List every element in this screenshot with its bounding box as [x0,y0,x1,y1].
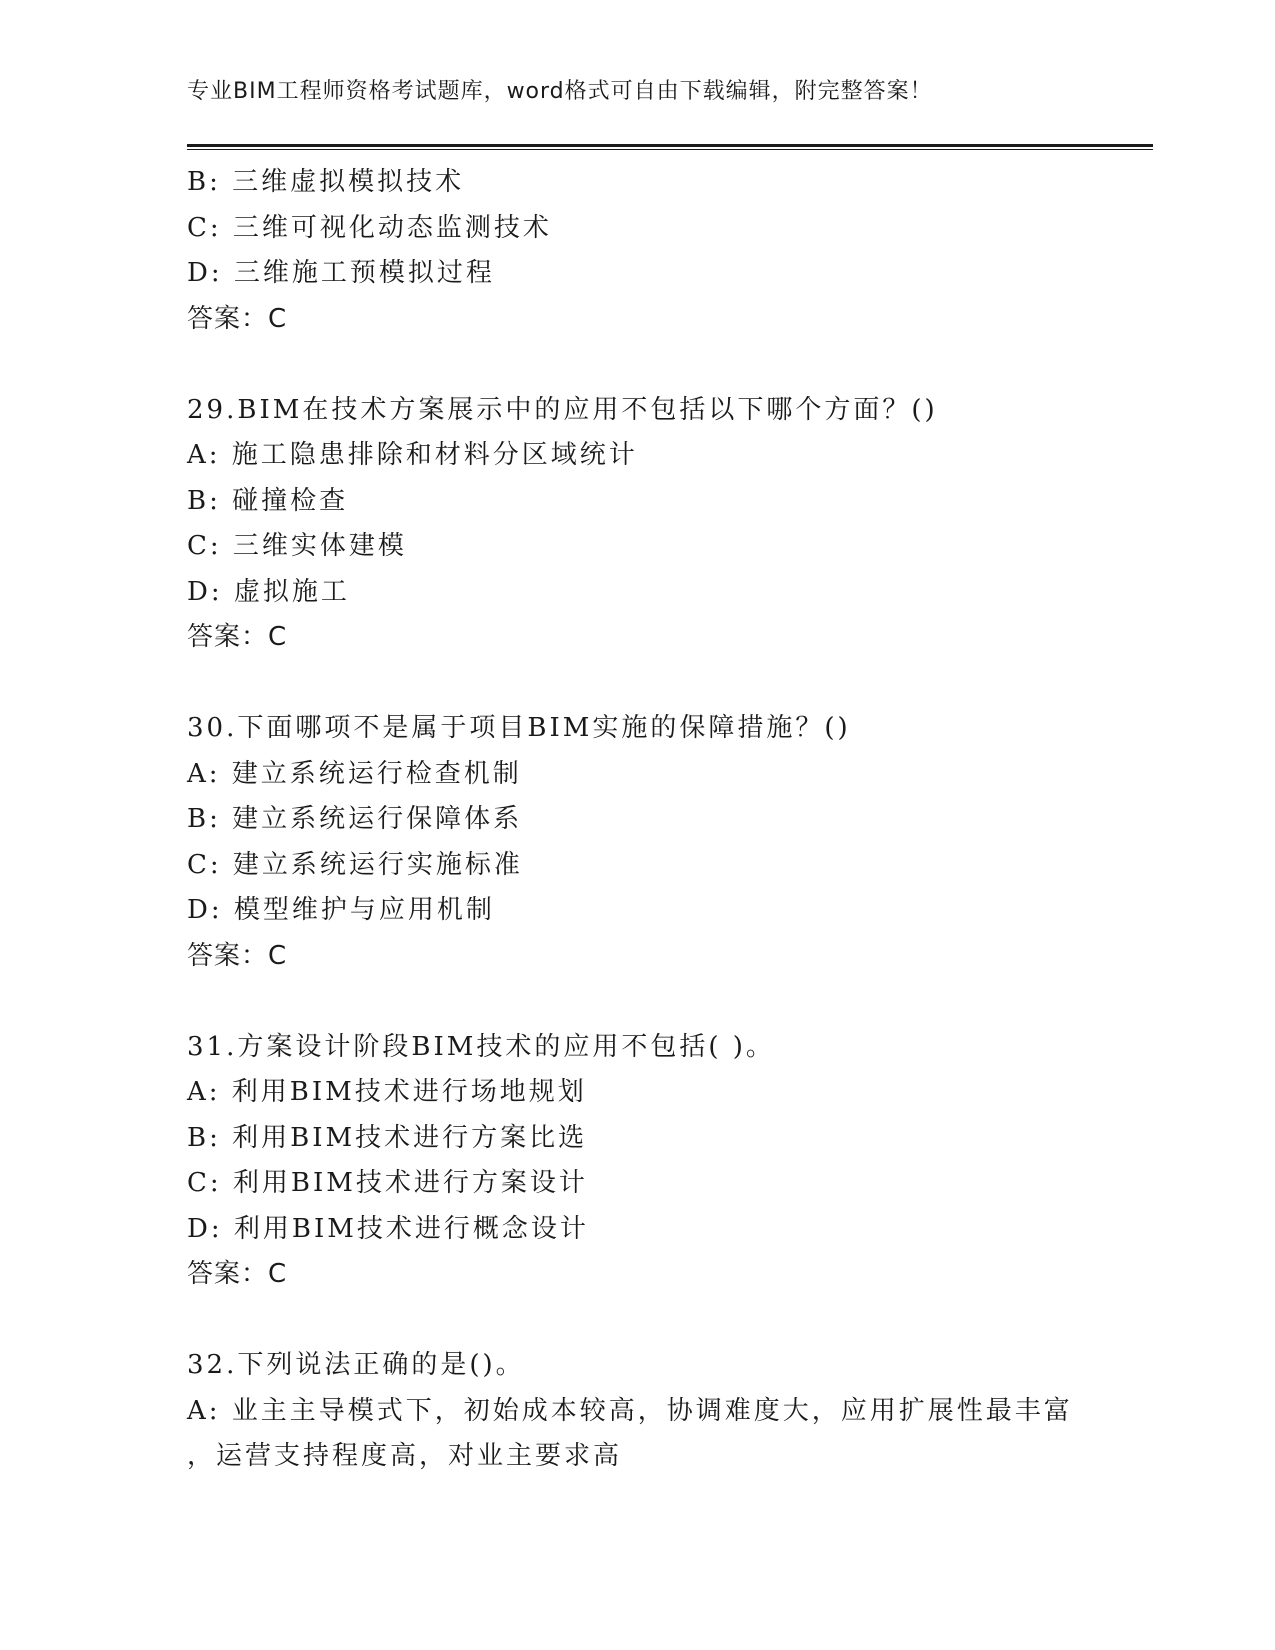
option-d: D: 模型维护与应用机制 [187,895,495,925]
spacer [187,342,1153,388]
option-c: C: 建立系统运行实施标准 [187,849,523,880]
answer: 答案：C [187,1259,288,1289]
option-b: B: 建立系统运行保障体系 [187,804,523,834]
document-header: 专业BIM工程师资格考试题库，word格式可自由下载编辑，附完整答案！ [187,79,933,104]
option-c: C: 利用BIM技术进行方案设计 [187,1168,588,1198]
option-b: B: 碰撞检查 [187,485,349,516]
question-31: 31.方案设计阶段BIM技术的应用不包括( )。 [187,1031,775,1062]
option-a: A: 建立系统运行检查机制 [187,758,522,789]
option-c: C: 三维实体建模 [187,531,407,561]
question-30: 30.下面哪项不是属于项目BIM实施的保障措施？() [187,713,851,743]
option-a: A: 施工隐患排除和材料分区域统计 [187,440,638,470]
option-d: D: 三维施工预模拟过程 [187,258,495,288]
option-a: A: 业主主导模式下，初始成本较高，协调难度大，应用扩展性最丰富 [187,1395,1073,1426]
option-c: C: 三维可视化动态监测技术 [187,212,552,243]
spacer [187,979,1153,1025]
option-b: B: 三维虚拟模拟技术 [187,167,465,197]
header-rule-thick [187,144,1153,147]
question-32: 32.下列说法正确的是()。 [187,1350,525,1380]
option-b: B: 利用BIM技术进行方案比选 [187,1122,588,1153]
question-29: 29.BIM在技术方案展示中的应用不包括以下哪个方面？() [187,394,938,425]
answer: 答案：C [187,940,288,971]
option-a-continued: ，运营支持程度高，对业主要求高 [187,1441,623,1471]
spacer [187,1298,1153,1344]
question-content [187,160,1153,1480]
option-d: D: 虚拟施工 [187,576,350,607]
option-d: D: 利用BIM技术进行概念设计 [187,1213,589,1244]
option-a: A: 利用BIM技术进行场地规划 [187,1077,587,1107]
spacer [187,661,1153,707]
answer: 答案：C [187,622,288,652]
answer: 答案：C [187,303,288,334]
header-rule-thin [187,149,1153,150]
